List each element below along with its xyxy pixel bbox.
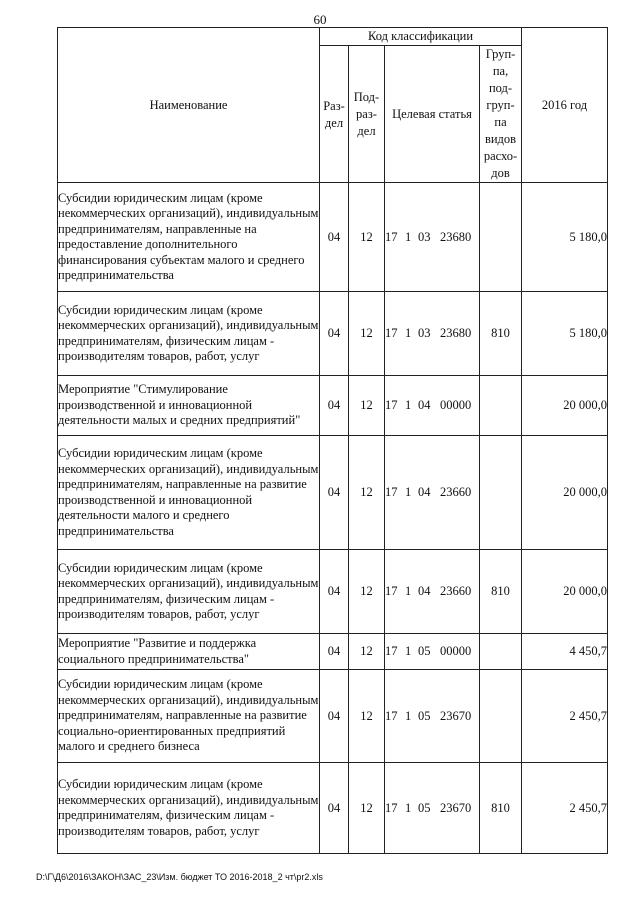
row-amount: 2 450,7	[522, 670, 608, 763]
header-year: 2016 год	[522, 28, 608, 183]
target-direction: 00000	[440, 644, 472, 658]
row-amount: 5 180,0	[522, 292, 608, 376]
row-subsection: 12	[349, 183, 385, 292]
target-direction: 23670	[440, 800, 472, 815]
header-name: Наименование	[58, 28, 320, 183]
target-event: 03	[418, 229, 431, 244]
target-subprogram: 1	[405, 326, 412, 340]
row-target-code	[385, 292, 480, 376]
row-target-code	[385, 183, 480, 292]
header-section: Раз- дел	[320, 46, 349, 183]
row-group	[480, 376, 522, 436]
row-name: Субсидии юридическим лицам (кроме некоммерческих организаций), индивидуальным предпринимателям, направленные на развитие социально-ориентированных предприятий малого и среднего бизнеса	[58, 670, 320, 763]
row-name: Мероприятие "Стимулирование производственной и инновационной деятельности малых и средних предприятий"	[58, 376, 320, 436]
row-amount: 5 180,0	[522, 183, 608, 292]
row-group	[480, 634, 522, 670]
row-target-code	[385, 634, 480, 670]
table-row	[58, 763, 608, 854]
row-target-code	[385, 670, 480, 763]
row-target-code	[385, 763, 480, 854]
row-name: Субсидии юридическим лицам (кроме некоммерческих организаций), индивидуальным предпринимателям, направленные на развитие производственной и инновационной деятельности малого и среднего предпринимательства	[58, 436, 320, 550]
row-section: 04	[320, 183, 349, 292]
target-direction: 23660	[440, 584, 472, 598]
row-subsection: 12	[349, 763, 385, 854]
target-event: 03	[418, 326, 431, 340]
target-subprogram: 1	[405, 398, 412, 412]
table-row	[58, 183, 608, 292]
target-event: 04	[418, 485, 431, 499]
header-subsection: Под- раз- дел	[349, 46, 385, 183]
target-program: 17	[385, 708, 398, 723]
row-section: 04	[320, 292, 349, 376]
table-row	[58, 376, 608, 436]
row-group	[480, 436, 522, 550]
target-program: 17	[385, 584, 398, 598]
target-direction: 23660	[440, 485, 472, 499]
target-direction: 23680	[440, 229, 472, 244]
row-subsection: 12	[349, 292, 385, 376]
target-program: 17	[385, 398, 398, 412]
budget-table	[57, 27, 608, 854]
row-amount: 2 450,7	[522, 763, 608, 854]
row-target-code	[385, 376, 480, 436]
target-event: 05	[418, 800, 431, 815]
header-row-top	[58, 28, 608, 46]
row-section: 04	[320, 634, 349, 670]
target-program: 17	[385, 644, 398, 658]
row-group: 810	[480, 550, 522, 634]
row-amount: 20 000,0	[522, 550, 608, 634]
target-subprogram: 1	[405, 485, 412, 499]
row-section: 04	[320, 670, 349, 763]
row-target-code	[385, 550, 480, 634]
target-subprogram: 1	[405, 800, 412, 815]
target-event: 04	[418, 398, 431, 412]
row-name: Субсидии юридическим лицам (кроме некоммерческих организаций), индивидуальным предпринимателям, направленные на предоставление дополнительного финансирования субъектам малого и среднего предпринимательства	[58, 183, 320, 292]
row-amount: 4 450,7	[522, 634, 608, 670]
target-direction: 00000	[440, 398, 472, 412]
row-group	[480, 183, 522, 292]
target-subprogram: 1	[405, 644, 412, 658]
target-subprogram: 1	[405, 708, 412, 723]
target-program: 17	[385, 229, 398, 244]
row-name: Субсидии юридическим лицам (кроме некоммерческих организаций), индивидуальным предпринимателям, физическим лицам - производителям товаров, работ, услуг	[58, 550, 320, 634]
row-section: 04	[320, 763, 349, 854]
target-subprogram: 1	[405, 229, 412, 244]
row-subsection: 12	[349, 376, 385, 436]
target-event: 04	[418, 584, 431, 598]
header-classification: Код классификации	[320, 28, 522, 46]
row-subsection: 12	[349, 436, 385, 550]
header-target: Целевая статья	[385, 46, 480, 183]
row-target-code	[385, 436, 480, 550]
page-number: 60	[313, 12, 327, 27]
target-program: 17	[385, 800, 398, 815]
row-group	[480, 670, 522, 763]
target-event: 05	[418, 708, 431, 723]
row-amount: 20 000,0	[522, 376, 608, 436]
row-section: 04	[320, 550, 349, 634]
table-row	[58, 436, 608, 550]
target-direction: 23670	[440, 708, 472, 723]
target-direction: 23680	[440, 326, 472, 340]
row-subsection: 12	[349, 670, 385, 763]
row-section: 04	[320, 376, 349, 436]
row-name: Субсидии юридическим лицам (кроме некоммерческих организаций), индивидуальным предпринимателям, физическим лицам - производителям товаров, работ, услуг	[58, 292, 320, 376]
row-group: 810	[480, 763, 522, 854]
row-name: Мероприятие "Развитие и поддержка социального предпринимательства"	[58, 634, 320, 670]
row-subsection: 12	[349, 634, 385, 670]
target-event: 05	[418, 644, 431, 658]
row-section: 04	[320, 436, 349, 550]
row-name: Субсидии юридическим лицам (кроме некоммерческих организаций), индивидуальным предпринимателям, физическим лицам - производителям товаров, работ, услуг	[58, 763, 320, 854]
target-subprogram: 1	[405, 584, 412, 598]
header-group: Груп- па, под- груп- па видов расхо- дов	[480, 46, 522, 183]
row-group: 810	[480, 292, 522, 376]
table-row	[58, 550, 608, 634]
table-row	[58, 634, 608, 670]
target-program: 17	[385, 326, 398, 340]
target-program: 17	[385, 485, 398, 499]
row-amount: 20 000,0	[522, 436, 608, 550]
file-path-footer: D:\Г\Д6\2016\ЗАКОН\ЗАС_23\Изм. бюджет ТО 2016-2018_2 чт\pr2.xls	[36, 872, 323, 882]
table-row	[58, 292, 608, 376]
table-row	[58, 670, 608, 763]
row-subsection: 12	[349, 550, 385, 634]
